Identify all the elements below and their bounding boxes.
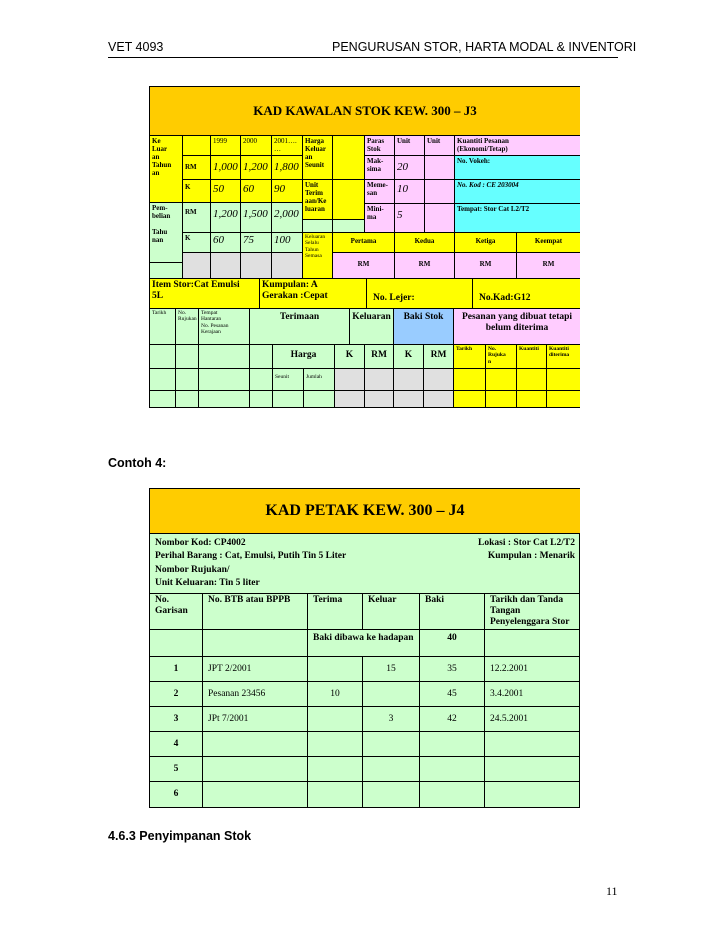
blank-cell xyxy=(150,369,176,391)
table-cell-tarikh xyxy=(485,782,580,807)
baki-rm-header: RM xyxy=(424,345,454,369)
table-cell-btb: Pesanan 23456 xyxy=(203,682,308,707)
keluaran-rm-2001: 1,800 xyxy=(272,156,303,180)
no-kod-label: No. Kod : CE 203004 xyxy=(455,180,580,204)
blank-cell xyxy=(150,630,203,657)
blank-cell xyxy=(517,391,547,407)
table-cell-keluar: 3 xyxy=(363,707,420,732)
baki-k-header: K xyxy=(394,345,424,369)
header-baki: Baki xyxy=(420,594,485,630)
keluaran-header: Keluaran xyxy=(350,309,394,345)
pesanan-rm-4: RM xyxy=(517,253,580,279)
table-cell-baki: 45 xyxy=(420,682,485,707)
header-rule xyxy=(108,57,618,58)
table-cell-keluar xyxy=(363,682,420,707)
blank-cell xyxy=(211,253,241,279)
gerakan-label: Gerakan :Cepat xyxy=(262,290,328,301)
keluaran-k-label: K xyxy=(183,180,211,203)
info-row-2 xyxy=(155,550,575,563)
tarikh-header: Tarikh xyxy=(150,309,176,345)
sub-tarikh-header: Tarikh xyxy=(454,345,486,369)
harga-keluaran-seunit: Harga Keluar an Seunit xyxy=(303,136,333,180)
pembelian-k-2001: 100 xyxy=(272,233,303,253)
table-cell-no: 2 xyxy=(150,682,203,707)
tempat-hantaran-header: Tempat Hantaran No. Pesanan Kerajaan xyxy=(199,309,250,345)
unit-header-2: Unit xyxy=(425,136,455,156)
table-cell-terima xyxy=(308,657,363,682)
pesanan-dibuat-header: Pesanan yang dibuat tetapi belum diterima xyxy=(454,309,580,345)
seunit-header: Seunit xyxy=(273,369,304,391)
memesan-label: Meme- san xyxy=(365,180,395,204)
section-heading: 4.6.3 Penyimpanan Stok xyxy=(108,829,252,843)
blank-cell xyxy=(333,220,365,233)
keluaran-rm-label: RM xyxy=(183,156,211,180)
kumpulan: Kumpulan : Menarik xyxy=(487,551,575,562)
header-keluar: Keluar xyxy=(363,594,420,630)
keluaran-k-1999: 50 xyxy=(211,180,241,203)
minima-label: Mini- ma xyxy=(365,204,395,233)
terimaan-header: Terimaan xyxy=(250,309,350,345)
blank-cell xyxy=(150,263,183,279)
pesanan-kedua: Kedua xyxy=(395,233,455,253)
example-label: Contoh 4: xyxy=(108,456,167,470)
blank-cell xyxy=(304,391,335,407)
sub-no-rujukan-header: No. Rujuka n xyxy=(486,345,517,369)
table-cell-btb: JPt 7/2001 xyxy=(203,707,308,732)
table-cell-keluar xyxy=(363,757,420,782)
header-right: PENGURUSAN STOR, HARTA MODAL & INVENTORI xyxy=(332,40,637,54)
blank-cell xyxy=(183,253,211,279)
table-cell-keluar: 15 xyxy=(363,657,420,682)
unit-keluaran: Unit Keluaran: Tin 5 liter xyxy=(155,577,260,588)
pembelian-k-1999: 60 xyxy=(211,233,241,253)
lokasi: Lokasi : Stor Cat L2/T2 xyxy=(478,538,575,548)
blank-cell xyxy=(273,391,304,407)
blank-cell xyxy=(425,180,455,204)
maksima-value: 20 xyxy=(395,156,425,180)
memesan-value: 10 xyxy=(395,180,425,204)
baki-dibawa-label: Baki dibawa ke hadapan xyxy=(308,630,420,657)
table-cell-baki: 42 xyxy=(420,707,485,732)
pembelian-k-2000: 75 xyxy=(241,233,272,253)
table-cell-keluar xyxy=(363,732,420,757)
blank-cell xyxy=(424,391,454,407)
harga-header: Harga xyxy=(273,345,335,369)
paras-stok-label: Paras Stok xyxy=(365,136,395,156)
stock-control-card-title: KAD KAWALAN STOK KEW. 300 – J3 xyxy=(150,87,580,136)
table-cell-baki xyxy=(420,782,485,807)
pembelian-rm-2000: 1,500 xyxy=(241,203,272,233)
blank-cell xyxy=(486,391,517,407)
keluaran-rm-1999: 1,000 xyxy=(211,156,241,180)
unit-header-1: Unit xyxy=(395,136,425,156)
table-cell-no: 3 xyxy=(150,707,203,732)
blank-cell xyxy=(176,369,199,391)
keluaran-rm-2000: 1,200 xyxy=(241,156,272,180)
keluaran-rm-header: RM xyxy=(365,345,394,369)
blank-cell xyxy=(203,630,308,657)
baki-dibawa-value: 40 xyxy=(420,630,485,657)
header-no-garisan: No. Garisan xyxy=(150,594,203,630)
header-btb: No. BTB atau BPPB xyxy=(203,594,308,630)
blank-cell xyxy=(150,391,176,407)
blank-cell xyxy=(176,391,199,407)
bin-card xyxy=(149,488,580,808)
table-cell-btb xyxy=(203,732,308,757)
pembelian-k-label: K xyxy=(183,233,211,253)
pembelian-tahunan-label xyxy=(150,203,183,263)
blank-cell xyxy=(250,391,273,407)
kuantiti-pesanan-label: Kuantiti Pesanan (Ekonomi/Tetap) xyxy=(455,136,580,156)
maksima-label: Mak- sima xyxy=(365,156,395,180)
no-kad-label: No.Kad:G12 xyxy=(473,279,580,309)
blank-cell xyxy=(241,253,272,279)
pembelian-rm-2001: 2,000 xyxy=(272,203,303,233)
blank-cell xyxy=(394,369,424,391)
baki-stok-header: Baki Stok xyxy=(394,309,454,345)
year-2001: 2001…. … xyxy=(272,136,303,156)
nombor-kod: Nombor Kod: CP4002 xyxy=(155,538,246,548)
table-cell-tarikh xyxy=(485,732,580,757)
pembelian-label: Pem- belian xyxy=(152,204,171,221)
tahunan-label: Tahu nan xyxy=(152,228,168,245)
blank-cell xyxy=(333,180,365,220)
table-cell-terima xyxy=(308,707,363,732)
blank-cell xyxy=(150,345,176,369)
blank-cell xyxy=(547,369,580,391)
table-cell-btb xyxy=(203,782,308,807)
blank-cell xyxy=(250,369,273,391)
table-cell-terima xyxy=(308,782,363,807)
table-cell-tarikh: 24.5.2001 xyxy=(485,707,580,732)
blank-cell xyxy=(425,204,455,233)
pesanan-pertama: Pertama xyxy=(333,233,395,253)
blank-cell xyxy=(250,345,273,369)
blank-cell xyxy=(486,369,517,391)
blank-cell xyxy=(454,369,486,391)
table-cell-terima xyxy=(308,757,363,782)
kumpulan-label: Kumpulan: A xyxy=(262,280,318,290)
header-terima: Terima xyxy=(308,594,363,630)
blank-cell xyxy=(333,136,365,180)
year-1999: 1999 xyxy=(211,136,241,156)
table-cell-tarikh: 12.2.2001 xyxy=(485,657,580,682)
blank-cell xyxy=(199,345,250,369)
blank-cell xyxy=(425,156,455,180)
bin-card-title: KAD PETAK KEW. 300 – J4 xyxy=(150,489,580,534)
table-cell-btb: JPT 2/2001 xyxy=(203,657,308,682)
no-lejer-label: No. Lejer: xyxy=(367,279,473,309)
blank-cell xyxy=(424,369,454,391)
blank-cell xyxy=(517,369,547,391)
pesanan-rm-1: RM xyxy=(333,253,395,279)
item-stor-label: Item Stor:Cat Emulsi 5L xyxy=(150,279,260,309)
sub-kuantiti-header: Kuantiti xyxy=(517,345,547,369)
kumpulan-gerakan xyxy=(260,279,367,309)
blank-cell xyxy=(547,391,580,407)
nombor-rujukan: Nombor Rujukan/ xyxy=(155,564,230,575)
blank-cell xyxy=(365,391,394,407)
keluaran-selalu-label: Keluaran Selalu Tahun Semasa xyxy=(303,233,333,279)
blank-cell xyxy=(183,136,211,156)
blank-cell xyxy=(335,369,365,391)
pesanan-ketiga: Ketiga xyxy=(455,233,517,253)
ke-luaran-tahunan-label: Ke Luar an Tahun an xyxy=(150,136,183,203)
blank-cell xyxy=(176,345,199,369)
blank-cell xyxy=(394,391,424,407)
table-cell-baki xyxy=(420,757,485,782)
blank-cell xyxy=(485,630,580,657)
table-cell-no: 4 xyxy=(150,732,203,757)
blank-cell xyxy=(199,369,250,391)
pesanan-rm-2: RM xyxy=(395,253,455,279)
perihal-barang: Perihal Barang : Cat, Emulsi, Putih Tin 5 Liter xyxy=(155,551,347,562)
pembelian-rm-1999: 1,200 xyxy=(211,203,241,233)
stock-control-card xyxy=(149,86,580,408)
blank-cell xyxy=(454,391,486,407)
pembelian-rm-label: RM xyxy=(183,203,211,233)
keluaran-k-2001: 90 xyxy=(272,180,303,203)
keluaran-k-2000: 60 xyxy=(241,180,272,203)
blank-cell xyxy=(199,391,250,407)
no-rujukan-header: No. Rujukan xyxy=(176,309,199,345)
sub-kuantiti-diterima-header: Kuantiti diterima xyxy=(547,345,580,369)
table-cell-tarikh: 3.4.2001 xyxy=(485,682,580,707)
year-2000: 2000 xyxy=(241,136,272,156)
info-row-1 xyxy=(155,537,575,550)
minima-value: 5 xyxy=(395,204,425,233)
table-cell-terima xyxy=(308,732,363,757)
table-cell-no: 6 xyxy=(150,782,203,807)
keluaran-k-header: K xyxy=(335,345,365,369)
table-cell-btb xyxy=(203,757,308,782)
header-left: VET 4093 xyxy=(108,40,164,54)
blank-cell xyxy=(365,369,394,391)
unit-terimaan-keluaran: Unit Terim aan/Ke luaran xyxy=(303,180,333,220)
page-number: 11 xyxy=(606,884,618,898)
table-cell-tarikh xyxy=(485,757,580,782)
table-cell-no: 1 xyxy=(150,657,203,682)
table-cell-no: 5 xyxy=(150,757,203,782)
blank-cell xyxy=(272,253,303,279)
pesanan-keempat: Keempat xyxy=(517,233,580,253)
blank-cell xyxy=(335,391,365,407)
table-cell-baki xyxy=(420,732,485,757)
pesanan-rm-3: RM xyxy=(455,253,517,279)
jumlah-header: Jumlah xyxy=(304,369,335,391)
table-cell-baki: 35 xyxy=(420,657,485,682)
no-vokeh-label: No. Vokeh: xyxy=(455,156,580,180)
bin-card-info xyxy=(150,534,580,594)
header-tarikh-tandatangan: Tarikh dan Tanda Tangan Penyelenggara Stor xyxy=(485,594,580,630)
blank-cell xyxy=(303,220,333,233)
tempat-label: Tempat: Stor Cat L2/T2 xyxy=(455,204,580,233)
table-cell-keluar xyxy=(363,782,420,807)
table-cell-terima: 10 xyxy=(308,682,363,707)
